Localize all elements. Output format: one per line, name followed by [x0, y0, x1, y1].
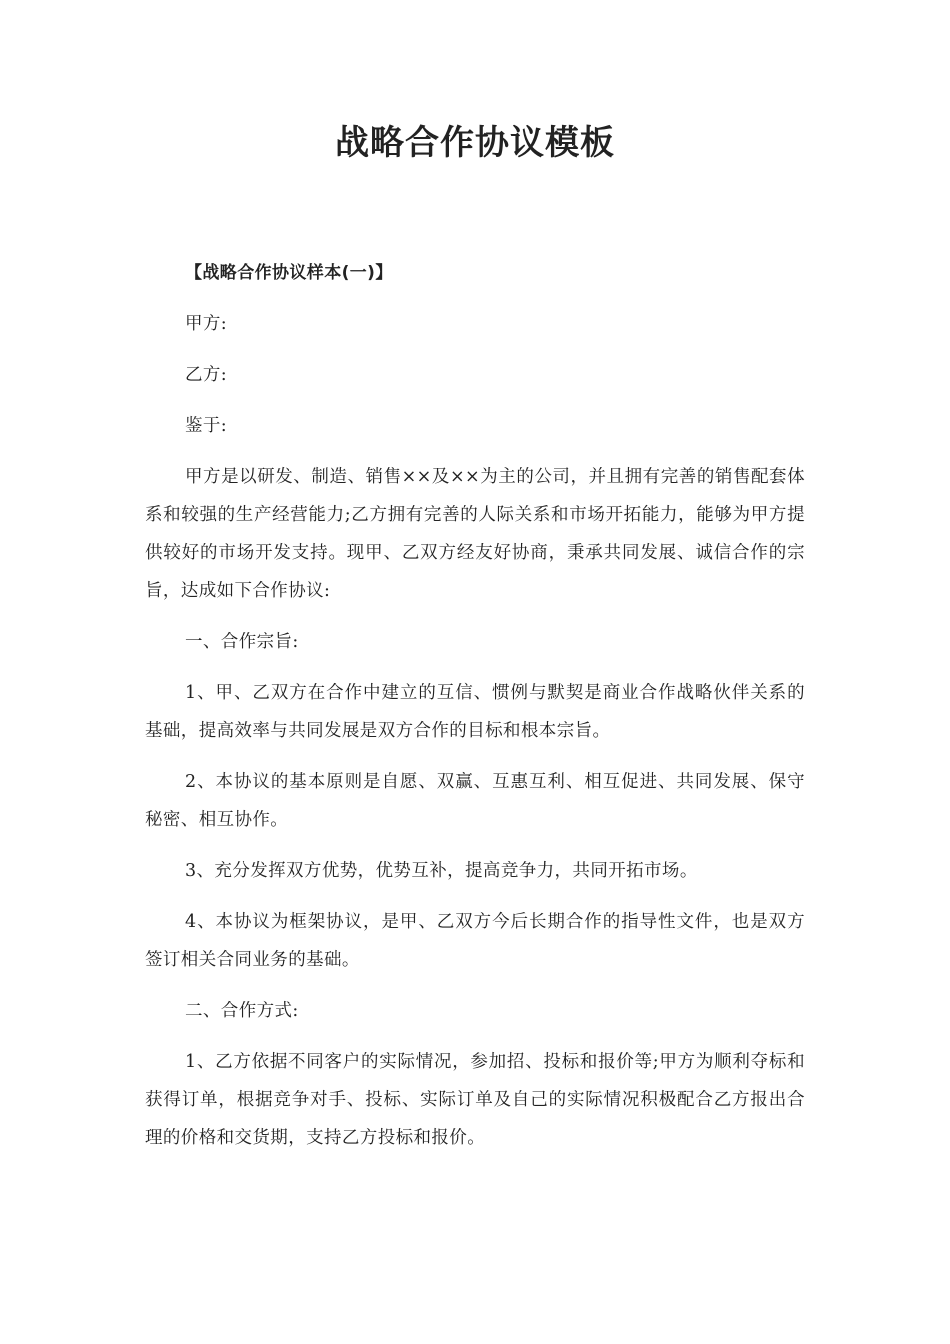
clause-1-3: 3、充分发挥双方优势，优势互补，提高竞争力，共同开拓市场。 [185, 861, 698, 881]
intro-paragraph: 甲方是以研发、制造、销售××及××为主的公司，并且拥有完善的销售配套体系和较强的生产经营能力;乙方拥有完善的人际关系和市场开拓能力，能够为甲方提供较好的市场开发支持。现甲、乙双方经友好协商，秉承共同发展、诚信合作的宗旨，达成如下合作协议: [145, 467, 805, 601]
section-heading: 【战略合作协议样本(一)】 [185, 263, 393, 283]
chapter-1-heading: 一、合作宗旨: [185, 632, 299, 652]
whereas-line: 鉴于: [185, 416, 228, 436]
clause-2-1: 1、乙方依据不同客户的实际情况，参加招、投标和报价等;甲方为顺利夺标和获得订单，根据竞争对手、投标、实际订单及自己的实际情况积极配合乙方报出合理的价格和交货期，支持乙方投标和报价。 [145, 1052, 805, 1148]
clause-1-1: 1、甲、乙双方在合作中建立的互信、惯例与默契是商业合作战略伙伴关系的基础，提高效率与共同发展是双方合作的目标和根本宗旨。 [145, 683, 805, 741]
document-title: 战略合作协议模板 [335, 123, 615, 163]
clause-1-2: 2、本协议的基本原则是自愿、双赢、互惠互利、相互促进、共同发展、保守秘密、相互协作。 [145, 772, 805, 830]
party-b-line: 乙方: [185, 365, 228, 385]
party-a-line: 甲方: [185, 314, 228, 334]
chapter-2-heading: 二、合作方式: [185, 1001, 299, 1021]
clause-1-4: 4、本协议为框架协议，是甲、乙双方今后长期合作的指导性文件，也是双方签订相关合同业务的基础。 [145, 912, 805, 970]
document-body [145, 254, 805, 1170]
